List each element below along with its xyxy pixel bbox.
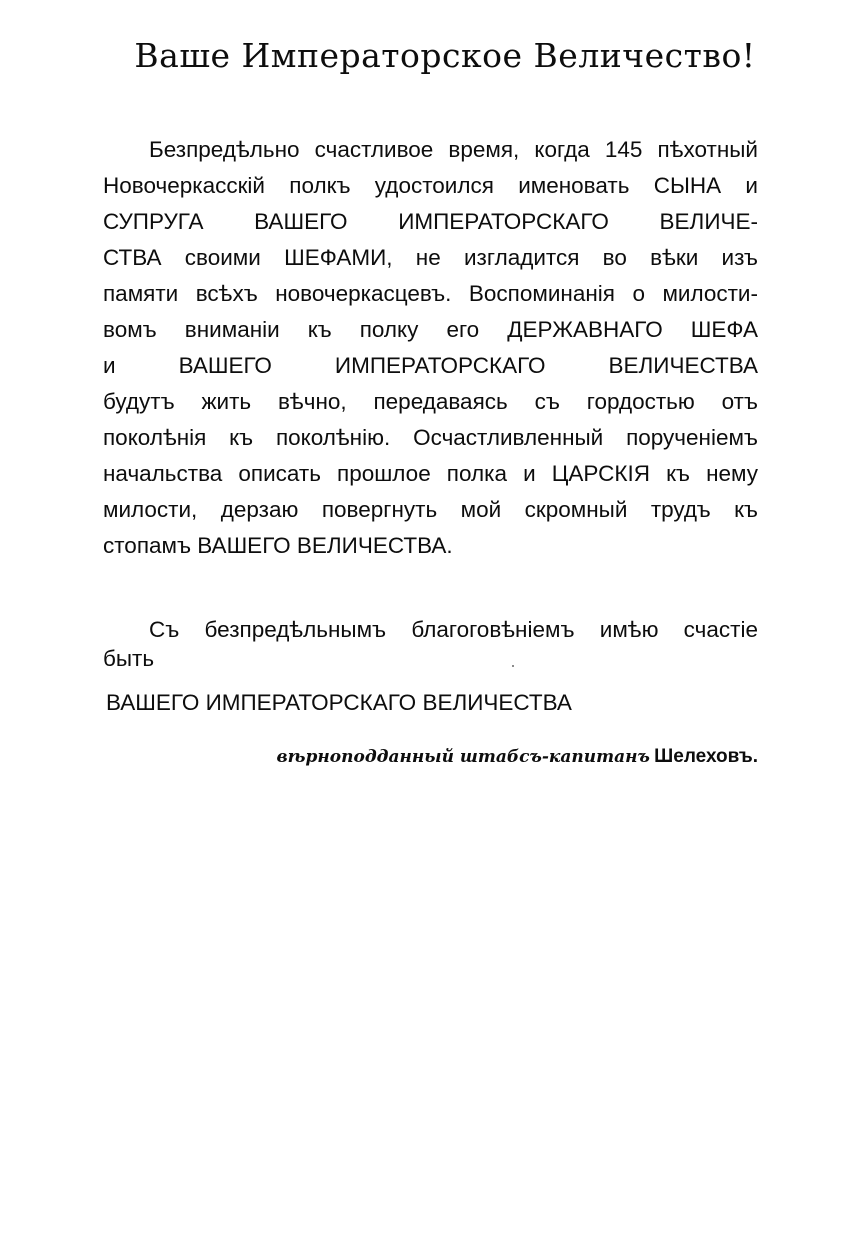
paragraph-line: Безпредѣльно счастливое время, когда 145 пѣхотный [149,137,758,162]
paragraph-line: и ВАШЕГО ИМПЕРАТОРСКАГО ВЕЛИЧЕСТВА [103,353,758,378]
paragraph-line: стопамъ ВАШЕГО ВЕЛИЧЕСТВА. [103,533,453,558]
signature-block [277,746,758,768]
paragraph-line: СТВА своими ШЕФАМИ, не изгладится во вѣки изъ [103,245,758,270]
paragraph-line: Новочеркасскій полкъ удостоился именовать СЫНА и [103,173,758,198]
paragraph-line: будутъ жить вѣчно, передаваясь съ гордостью отъ [103,389,758,414]
closing-paragraph [103,615,758,673]
print-speck [512,665,514,667]
dedication-heading: Ваше Императорское Величество! [134,36,756,75]
closing-line: Съ безпредѣльнымъ благоговѣніемъ имѣю счастіе [149,617,758,642]
paragraph-line: поколѣнія къ поколѣнію. Осчастливленный порученіемъ [103,425,758,450]
signature-name: Шелеховъ. [654,746,758,767]
paragraph-line: СУПРУГА ВАШЕГО ИМПЕРАТОРСКАГО ВЕЛИЧЕ- [103,209,758,234]
paragraph-line: вомъ вниманіи къ полку его ДЕРЖАВНАГО ШЕФА [103,317,758,342]
paragraph-line: милости, дерзаю повергнуть мой скромный трудъ къ [103,497,758,522]
signature-title: вѣрноподданный штабсъ-капитанъ [276,747,650,767]
dedication-paragraph [103,132,758,564]
paragraph-line: памяти всѣхъ новочеркасцевъ. Воспоминанія о милости- [103,281,758,306]
paragraph-line: начальства описать прошлое полка и ЦАРСКІЯ къ нему [103,461,758,486]
closing-line: быть [103,646,155,671]
majesty-line: ВАШЕГО ИМПЕРАТОРСКАГО ВЕЛИЧЕСТВА [106,690,572,715]
